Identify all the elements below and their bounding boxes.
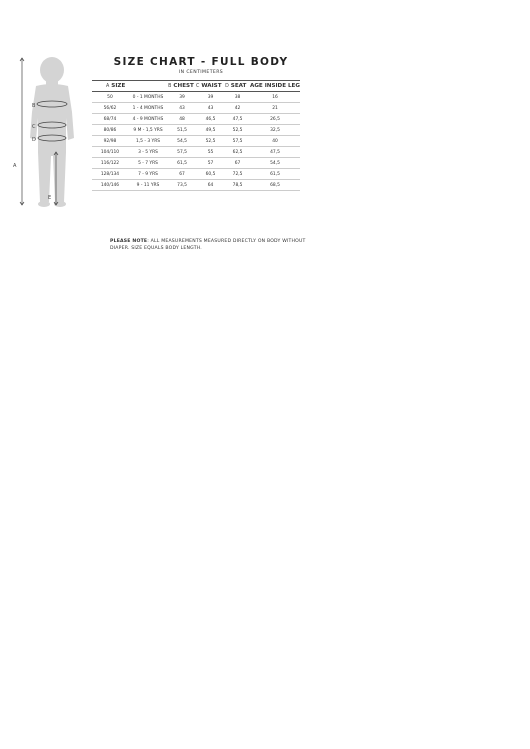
cell-seat: 67 — [225, 158, 250, 169]
marker-c-label: C — [32, 124, 36, 130]
cell-seat: 47,5 — [225, 114, 250, 125]
cell-seat: 78,5 — [225, 180, 250, 191]
cell-inside-leg: 47,5 — [250, 147, 300, 158]
column-header-seat — [225, 81, 250, 92]
cell-waist: 55 — [196, 147, 225, 158]
column-label: CHEST — [173, 83, 194, 89]
cell-waist: 60,5 — [196, 169, 225, 180]
page-title: SIZE CHART - FULL BODY — [113, 56, 289, 68]
cell-inside-leg: 26,5 — [250, 114, 300, 125]
cell-waist: 43 — [196, 103, 225, 114]
body-measurement-diagram — [8, 52, 88, 212]
measurement-note — [110, 238, 310, 252]
table-row — [92, 103, 300, 114]
cell-waist: 64 — [196, 180, 225, 191]
cell-inside-leg: 16 — [250, 92, 300, 103]
table-row — [92, 92, 300, 103]
cell-seat: 38 — [225, 92, 250, 103]
cell-inside-leg: 32,5 — [250, 125, 300, 136]
column-header-chest — [168, 81, 196, 92]
table-row — [92, 147, 300, 158]
marker-d-label: D — [32, 137, 36, 143]
cell-age: 1 - 4 MONTHS — [128, 103, 168, 114]
cell-waist: 52,5 — [196, 136, 225, 147]
cell-chest: 43 — [168, 103, 196, 114]
table-row — [92, 125, 300, 136]
cell-waist: 57 — [196, 158, 225, 169]
child-silhouette — [30, 57, 74, 207]
cell-age: 9 - 11 YRS — [128, 180, 168, 191]
marker-b-label: B — [32, 103, 36, 109]
cell-chest: 57,5 — [168, 147, 196, 158]
cell-age: 7 - 9 YRS — [128, 169, 168, 180]
column-label: SEAT — [230, 83, 247, 89]
cell-chest: 51,5 — [168, 125, 196, 136]
cell-size: 56/62 — [92, 103, 128, 114]
table-row — [92, 169, 300, 180]
cell-inside-leg: 61,5 — [250, 169, 300, 180]
cell-age: 9 M - 1,5 YRS — [128, 125, 168, 136]
cell-inside-leg: 68,5 — [250, 180, 300, 191]
column-letter: D — [225, 84, 229, 89]
cell-inside-leg: 21 — [250, 103, 300, 114]
table-row — [92, 136, 300, 147]
child-silhouette-figure — [8, 52, 88, 212]
height-arrow — [20, 58, 24, 205]
cell-inside-leg: 40 — [250, 136, 300, 147]
cell-chest: 73,5 — [168, 180, 196, 191]
column-header-age — [128, 81, 168, 92]
column-letter: A — [106, 84, 110, 89]
cell-chest: 67 — [168, 169, 196, 180]
cell-chest: 39 — [168, 92, 196, 103]
marker-e-label: E — [48, 195, 52, 201]
column-header-inside-leg — [250, 81, 300, 92]
cell-size: 104/110 — [92, 147, 128, 158]
cell-seat: 52,5 — [225, 125, 250, 136]
cell-size: 68/74 — [92, 114, 128, 125]
cell-inside-leg: 54,5 — [250, 158, 300, 169]
cell-seat: 57,5 — [225, 136, 250, 147]
cell-size: 92/98 — [92, 136, 128, 147]
table-row — [92, 158, 300, 169]
cell-waist: 39 — [196, 92, 225, 103]
column-letter: B — [168, 84, 172, 89]
cell-size: 128/134 — [92, 169, 128, 180]
page-subtitle: IN CENTIMETERS — [178, 70, 224, 75]
cell-age: 0 - 1 MONTHS — [128, 92, 168, 103]
cell-age: 5 - 7 YRS — [128, 158, 168, 169]
cell-chest: 54,5 — [168, 136, 196, 147]
cell-size: 140/146 — [92, 180, 128, 191]
cell-seat: 42 — [225, 103, 250, 114]
cell-chest: 61,5 — [168, 158, 196, 169]
cell-age: 3 - 5 YRS — [128, 147, 168, 158]
cell-size: 80/86 — [92, 125, 128, 136]
cell-seat: 72,5 — [225, 169, 250, 180]
column-label: WAIST — [201, 83, 222, 89]
note-label: PLEASE NOTE — [110, 239, 148, 244]
cell-age: 1,5 - 3 YRS — [128, 136, 168, 147]
note-text: : ALL MEASUREMENTS MEASURED DIRECTLY ON BODY WITHOUT DIAPER. SIZE EQUALS BODY LENGTH. — [110, 239, 306, 251]
cell-age: 4 - 9 MONTHS — [128, 114, 168, 125]
column-header-waist — [196, 81, 225, 92]
cell-waist: 46,5 — [196, 114, 225, 125]
cell-size: 116/122 — [92, 158, 128, 169]
table-header-row — [92, 81, 300, 92]
cell-chest: 48 — [168, 114, 196, 125]
column-header-size — [92, 81, 128, 92]
column-letter: C — [195, 84, 200, 89]
table-row — [92, 114, 300, 125]
column-label: AGE INSIDE LEG — [250, 83, 300, 89]
cell-size: 50 — [92, 92, 128, 103]
column-label: SIZE — [111, 83, 126, 89]
table-row — [92, 180, 300, 191]
size-chart-table — [92, 80, 300, 191]
cell-waist: 49,5 — [196, 125, 225, 136]
marker-a-label: A — [13, 163, 17, 169]
cell-seat: 62,5 — [225, 147, 250, 158]
